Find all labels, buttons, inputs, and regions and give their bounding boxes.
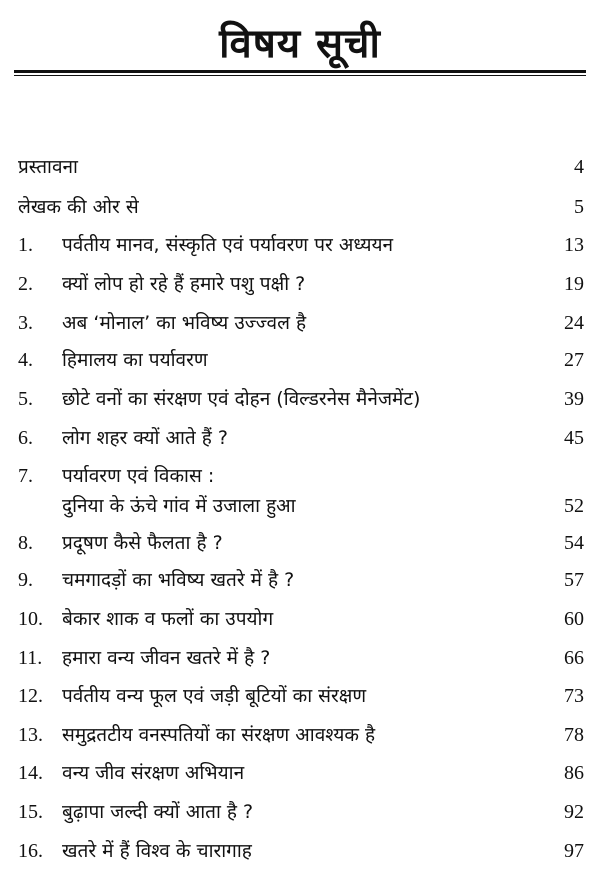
- entry-page: 45: [564, 427, 584, 449]
- entry-number: 10.: [18, 608, 43, 630]
- entry-title: बेकार शाक व फलों का उपयोग: [62, 608, 274, 630]
- entry-page: 13: [564, 234, 584, 256]
- entry-page: 27: [564, 349, 584, 371]
- entry-number: 12.: [18, 685, 43, 707]
- entry-title: लेखक की ओर से: [18, 196, 139, 218]
- entry-title: पर्यावरण एवं विकास :: [62, 465, 215, 487]
- entry-title: वन्य जीव संरक्षण अभियान: [62, 762, 245, 784]
- entry-number: 3.: [18, 312, 33, 334]
- entry-title: पर्वतीय मानव, संस्कृति एवं पर्यावरण पर अध्ययन: [62, 234, 394, 256]
- entry-page: 57: [564, 569, 584, 591]
- entry-page: 24: [564, 312, 584, 334]
- page-title: विषय सूची: [219, 21, 381, 67]
- entry-title: प्रदूषण कैसे फैलता है ?: [62, 532, 223, 554]
- entry-title: हमारा वन्य जीवन खतरे में है ?: [62, 647, 271, 669]
- entry-title: प्रस्तावना: [18, 156, 78, 178]
- entry-number: 5.: [18, 388, 33, 410]
- entry-title: लोग शहर क्यों आते हैं ?: [62, 427, 229, 449]
- entry-page: 19: [564, 273, 584, 295]
- entry-title: हिमालय का पर्यावरण: [62, 349, 208, 371]
- entry-page: 54: [564, 532, 584, 554]
- entry-title: छोटे वनों का संरक्षण एवं दोहन (विल्डरनेस मैनेजमेंट): [62, 388, 421, 410]
- entry-page: 52: [564, 495, 584, 517]
- entry-page: 86: [564, 762, 584, 784]
- entry-page: 97: [564, 840, 584, 862]
- entry-page: 60: [564, 608, 584, 630]
- entry-title: बुढ़ापा जल्दी क्यों आता है ?: [62, 801, 254, 823]
- entry-number: 13.: [18, 724, 43, 746]
- entry-page: 78: [564, 724, 584, 746]
- entry-title: चमगादड़ों का भविष्य खतरे में है ?: [62, 569, 295, 591]
- entry-number: 15.: [18, 801, 43, 823]
- entry-title: खतरे में हैं विश्व के चारागाह: [62, 840, 252, 862]
- entry-page: 73: [564, 685, 584, 707]
- entry-number: 14.: [18, 762, 43, 784]
- entry-title: अब ‘मोनाल’ का भविष्य उज्ज्वल है: [62, 312, 307, 334]
- entry-number: 16.: [18, 840, 43, 862]
- entry-page: 39: [564, 388, 584, 410]
- entry-number: 7.: [18, 465, 33, 487]
- entry-title: समुद्रतटीय वनस्पतियों का संरक्षण आवश्यक है: [62, 724, 376, 746]
- entry-number: 8.: [18, 532, 33, 554]
- entry-page: 5: [574, 196, 584, 218]
- entry-number: 6.: [18, 427, 33, 449]
- entry-page: 66: [564, 647, 584, 669]
- entry-title-continued: दुनिया के ऊंचे गांव में उजाला हुआ: [62, 495, 296, 517]
- entry-title: क्यों लोप हो रहे हैं हमारे पशु पक्षी ?: [62, 273, 306, 295]
- entry-number: 9.: [18, 569, 33, 591]
- entry-page: 4: [574, 156, 584, 178]
- entry-page: 92: [564, 801, 584, 823]
- entry-number: 1.: [18, 234, 33, 256]
- entry-title: पर्वतीय वन्य फूल एवं जड़ी बूटियों का संरक्षण: [62, 685, 367, 707]
- entry-number: 11.: [18, 647, 43, 669]
- entry-number: 2.: [18, 273, 33, 295]
- entry-number: 4.: [18, 349, 33, 371]
